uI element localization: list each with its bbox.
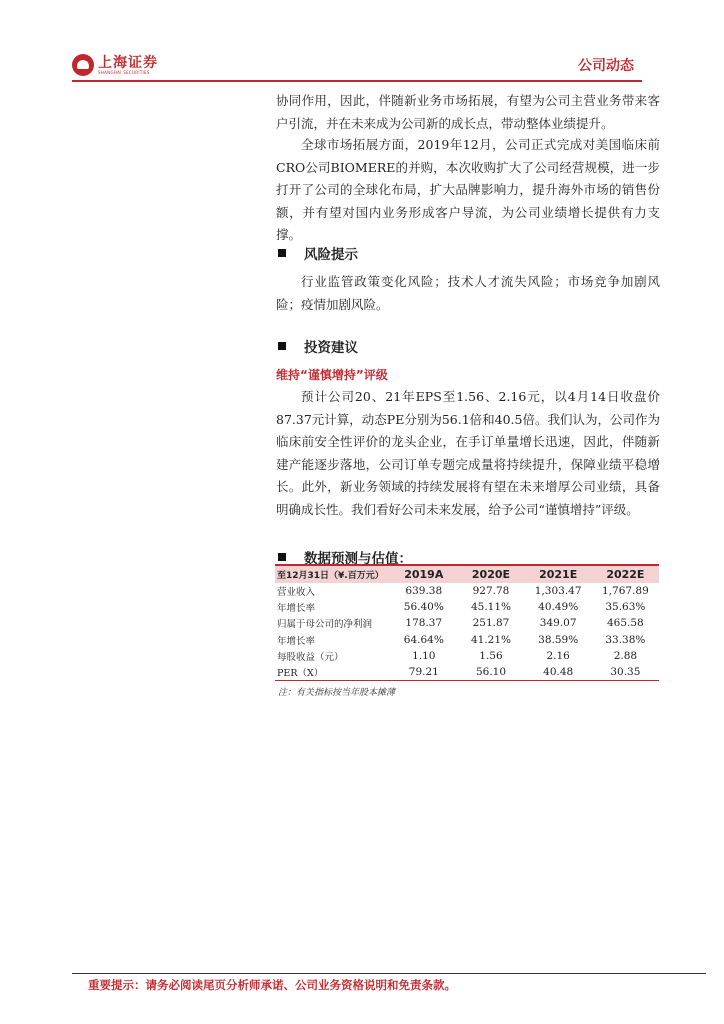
logo-english-name: SHANGHAI SECURITIES xyxy=(98,69,150,75)
report-type-title: 公司动态 xyxy=(578,58,634,74)
table-cell: 178.37 xyxy=(405,617,443,630)
forecast-table xyxy=(275,564,659,681)
table-cell: 1,767.89 xyxy=(602,585,649,598)
table-cell: 251.87 xyxy=(472,617,510,630)
square-bullet-icon xyxy=(278,553,286,561)
row-label: 归属于母公司的净利润 xyxy=(277,619,373,631)
row-label: 每股收益（元） xyxy=(277,651,344,663)
investment-paragraph: 预计公司20、21年EPS至1.56、2.16元，以4月14日收盘价87.37元计算，动态PE分别为56.1倍和40.5倍。我们认为，公司作为临床前安全性评价的龙头企业，在手订单量增长迅速，因此，伴随新建产能逐步落地，公司订单专题完成量将持续提升，保障业绩平稳增长。此外，新业务领域的持续发展将有望在未来增厚公司业绩，具备明确成长性。我们看好公司未来发展，给予公司“谨慎增持”评级。 xyxy=(276,389,660,517)
table-row xyxy=(275,599,659,615)
global-market-paragraph: 全球市场拓展方面，2019年12月，公司正式完成对美国临床前CRO公司BIOMERE的并购，本次收购扩大了公司经营规模，进一步打开了公司的全球化布局，扩大品牌影响力，提升海外市场的销售份额，并有望对国内业务形成客户导流，为公司业绩增长提供有力支撑。 xyxy=(276,137,660,242)
row-label: 营业收入 xyxy=(277,587,316,599)
table-cell: 1.10 xyxy=(412,649,436,662)
table-cell: 33.38% xyxy=(605,633,646,646)
column-header: 2021E xyxy=(539,568,578,581)
table-cell: 30.35 xyxy=(592,664,659,681)
table-cell: 2.88 xyxy=(613,649,638,662)
table-cell: 79.21 xyxy=(390,664,457,681)
table-row xyxy=(275,664,659,681)
column-header: 2022E xyxy=(606,568,645,581)
table-cell: 56.10 xyxy=(457,664,524,681)
table-cell: 38.59% xyxy=(538,633,579,646)
table-cell: 1,303.47 xyxy=(534,585,582,598)
table-cell: 2.16 xyxy=(546,649,570,662)
intro-paragraph: 协同作用，因此，伴随新业务市场拓展，有望为公司主营业务带来客户引流，并在未来成为公司新的成长点，带动整体业绩提升。 xyxy=(276,93,660,131)
table-row xyxy=(275,648,659,664)
forecast-heading-text: 数据预测与估值： xyxy=(304,551,412,567)
row-label: 年增长率 xyxy=(277,635,316,647)
table-header-row xyxy=(275,565,659,583)
table-cell: 927.78 xyxy=(472,585,510,598)
investment-heading-text: 投资建议 xyxy=(304,340,358,356)
table-row xyxy=(275,632,659,648)
header-divider xyxy=(72,80,642,82)
logo-emblem-icon xyxy=(72,54,94,76)
footer-divider xyxy=(72,973,706,974)
risk-heading xyxy=(278,243,358,263)
table-row xyxy=(275,583,659,599)
table-cell: 465.58 xyxy=(607,617,644,630)
column-header: 至12月31日（¥.百万元） xyxy=(277,571,384,581)
square-bullet-icon xyxy=(278,249,286,257)
table-cell: 56.40% xyxy=(403,601,444,614)
table-footnote: 注：有关指标按当年股本摊薄 xyxy=(278,688,396,698)
company-logo xyxy=(72,54,158,76)
table-cell: 349.07 xyxy=(539,617,577,630)
table-cell: 35.63% xyxy=(605,601,646,614)
disclaimer-footer: 重要提示：请务必阅读尾页分析师承诺、公司业务资格说明和免责条款。 xyxy=(88,978,456,992)
risk-heading-text: 风险提示 xyxy=(304,247,358,263)
square-bullet-icon xyxy=(278,342,286,350)
risk-paragraph: 行业监管政策变化风险；技术人才流失风险；市场竞争加剧风险；疫情加剧风险。 xyxy=(276,274,660,312)
table-cell: 40.49% xyxy=(538,601,579,614)
table-cell: 639.38 xyxy=(405,585,443,598)
table-cell: 40.48 xyxy=(525,664,592,681)
row-label: 年增长率 xyxy=(277,603,316,615)
page-header xyxy=(72,50,642,80)
logo-chinese-name: 上海证券 xyxy=(98,54,158,71)
column-header: 2020E xyxy=(471,568,511,581)
table-cell: 45.11% xyxy=(470,601,511,614)
column-header: 2019A xyxy=(404,568,444,581)
investment-heading xyxy=(278,336,358,356)
table-cell: 41.21% xyxy=(470,633,511,646)
row-label: PER（X） xyxy=(275,664,390,681)
table-cell: 1.56 xyxy=(479,649,503,662)
rating-subheading: 维持“谨慎增持”评级 xyxy=(276,368,388,382)
table-row xyxy=(275,615,659,631)
table-cell: 64.64% xyxy=(403,633,444,646)
